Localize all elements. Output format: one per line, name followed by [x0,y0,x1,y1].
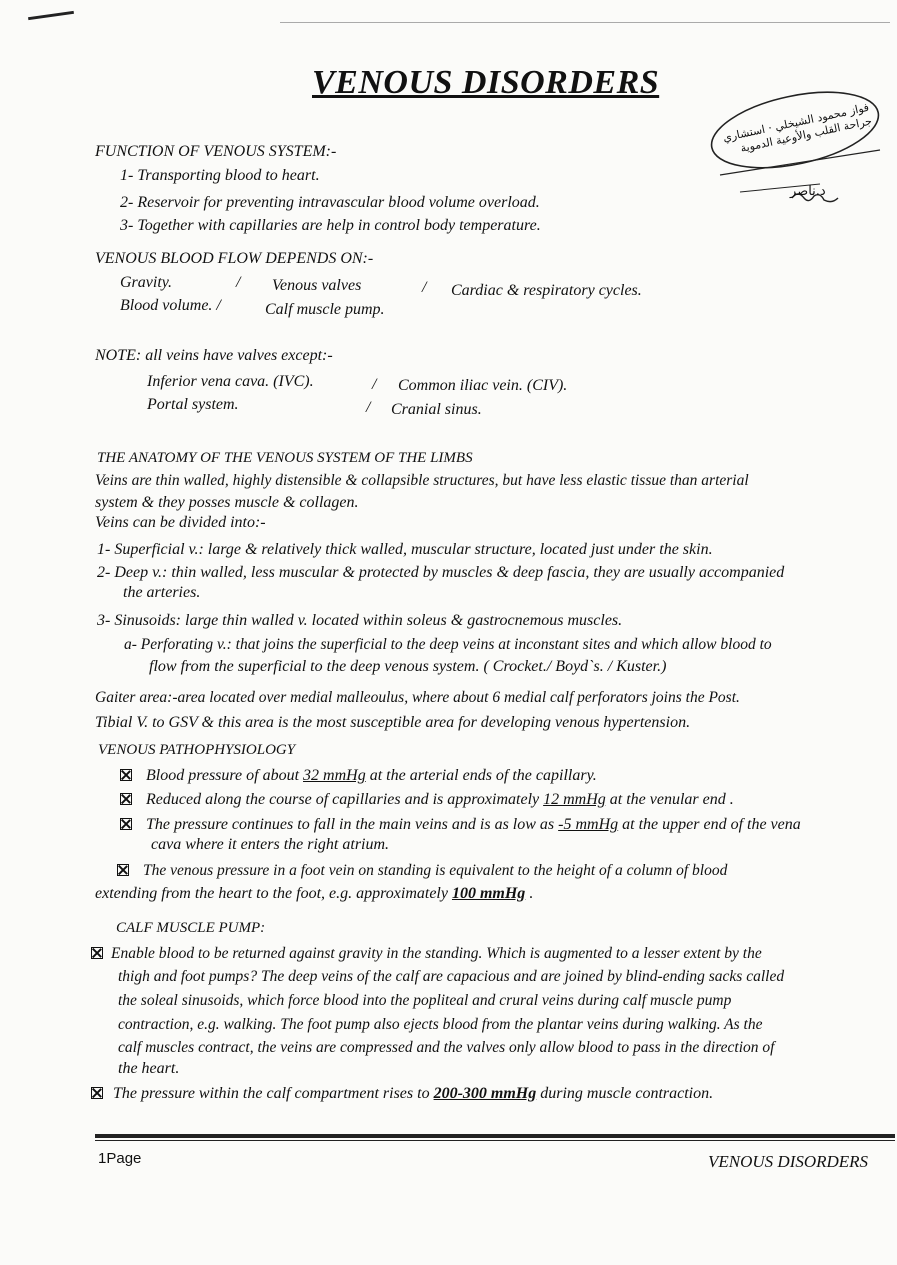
anatomy-intro-1: Veins are thin walled, highly distensible & collapsible structures, but have less elastic tissue than arterial [95,472,749,489]
calf-p1-line1 [91,945,762,963]
function-item-1: 1- Transporting blood to heart. [120,167,320,184]
calf-p2 [91,1085,713,1103]
anatomy-item-2b: the arteries. [123,584,201,601]
footer-title: VENOUS DISORDERS [708,1152,869,1171]
calf-p1-line3: the soleal sinusoids, which force blood into the popliteal and crural veins during calf muscle pump [118,992,732,1009]
patho-b3-line2: cava where it enters the right atrium. [151,836,390,853]
function-item-3: 3- Together with capillaries are help in control body temperature. [120,217,541,234]
flow-gravity: Gravity. [120,274,172,291]
anatomy-item-2a: 2- Deep v.: thin walled, less muscular & protected by muscles & deep fascia, they are usually accompanied [97,564,785,581]
flow-blood-volume: Blood volume. / [120,297,221,314]
function-item-2: 2- Reservoir for preventing intravascular blood volume overload. [120,194,540,211]
patho-b1-post: at the arterial ends of the capillary. [365,767,597,784]
calf-p2-value: 200-300 mmHg [433,1085,537,1102]
patho-b1-pre: Blood pressure of about [146,767,304,784]
anatomy-item-3: 3- Sinusoids: large thin walled v. located within soleus & gastrocnemous muscles. [97,612,623,629]
patho-bullet-4 [117,862,727,880]
flow-sep-2: / [422,279,427,296]
checkbox-x-icon [117,864,129,876]
calf-p2-post: during muscle contraction. [536,1085,714,1102]
anatomy-item-1: 1- Superficial v.: large & relatively thick walled, muscular structure, located just under the skin. [97,541,713,558]
anatomy-item-3a-2: flow from the superficial to the deep venous system. ( Crocket./ Boyd`s. / Kuster.) [149,658,667,675]
note-portal: Portal system. [147,396,239,413]
top-rule [280,22,890,23]
stamp-text: فواز محمود الشيخلي · استشاري جراحة القلب والأوعية الدموية [721,100,874,155]
note-sep-2: / [366,399,371,416]
note-sep-1: / [372,376,377,393]
page-title: VENOUS DISORDERS [312,64,660,101]
footer-rule-thick [95,1134,895,1138]
note-civ: Common iliac vein. (CIV). [398,377,568,394]
anatomy-heading: THE ANATOMY OF THE VENOUS SYSTEM OF THE LIMBS [97,450,473,466]
patho-b4-value: 100 mmHg [451,885,526,902]
patho-b3-post: at the upper end of the vena [618,816,801,833]
scan-mark [28,11,74,20]
flow-sep-1: / [236,274,241,291]
gaiter-line-2: Tibial V. to GSV & this area is the most susceptible area for developing venous hypertension. [95,714,691,731]
patho-heading: VENOUS PATHOPHYSIOLOGY [98,742,296,758]
calf-p2-pre: The pressure within the calf compartment rises to [113,1085,434,1102]
flow-venous-valves: Venous valves [272,277,362,294]
patho-b3-value: -5 mmHg [558,816,619,833]
patho-b4-line1: The venous pressure in a foot vein on standing is equivalent to the height of a column of blood [143,862,728,879]
flow-cardiac: Cardiac & respiratory cycles. [451,282,642,299]
page-number: 1Page [98,1150,142,1167]
calf-p1-line5: calf muscles contract, the veins are compressed and the valves only allow blood to pass in the direction of [118,1039,775,1056]
patho-bullet-3 [120,816,801,834]
checkbox-x-icon [120,769,132,781]
patho-b4-post: . [525,885,534,902]
patho-b1-value: 32 mmHg [303,767,366,784]
function-heading: FUNCTION OF VENOUS SYSTEM:- [95,143,337,160]
checkbox-x-icon [91,947,103,959]
checkbox-x-icon [120,793,132,805]
checkbox-x-icon [120,818,132,830]
anatomy-intro-2: system & they posses muscle & collagen. [95,494,359,511]
note-heading: NOTE: all veins have valves except:- [95,347,333,364]
note-ivc: Inferior vena cava. (IVC). [147,373,314,390]
patho-b2-value: 12 mmHg [543,791,606,808]
anatomy-divided: Veins can be divided into:- [95,514,266,531]
patho-b3-pre: The pressure continues to fall in the main veins and is as low as [146,816,559,833]
patho-b2-post: at the venular end . [605,791,734,808]
patho-bullet-2 [120,791,734,809]
calf-p1-l1-text: Enable blood to be returned against gravity in the standing. Which is augmented to a lesser extent by the [111,945,762,962]
note-cranial: Cranial sinus. [391,401,482,418]
calf-p1-line4: contraction, e.g. walking. The foot pump also ejects blood from the plantar veins during walking. As the [118,1016,763,1033]
flow-calf-pump: Calf muscle pump. [265,301,385,318]
patho-b2-pre: Reduced along the course of capillaries and is approximately [146,791,544,808]
footer-rule-thin [95,1140,895,1141]
patho-bullet-1 [120,767,597,785]
checkbox-x-icon [91,1087,103,1099]
patho-b4-line2 [95,885,533,903]
anatomy-item-3a-1: a- Perforating v.: that joins the superficial to the deep veins at inconstant sites and which allow blood to [124,636,772,653]
calf-p1-line2: thigh and foot pumps? The deep veins of the calf are capacious and are joined by blind-ending sacks called [118,968,785,985]
gaiter-line-1: Gaiter area:-area located over medial malleoulus, where about 6 medial calf perforators joins the Post. [95,689,740,706]
stamp-note: د.ناصر [790,184,826,199]
calf-p1-line6: the heart. [118,1060,180,1077]
patho-b4-pre: extending from the heart to the foot, e.g. approximately [95,885,452,902]
flow-heading: VENOUS BLOOD FLOW DEPENDS ON:- [95,250,374,267]
doctor-stamp [700,80,890,210]
calf-heading: CALF MUSCLE PUMP: [116,920,266,936]
